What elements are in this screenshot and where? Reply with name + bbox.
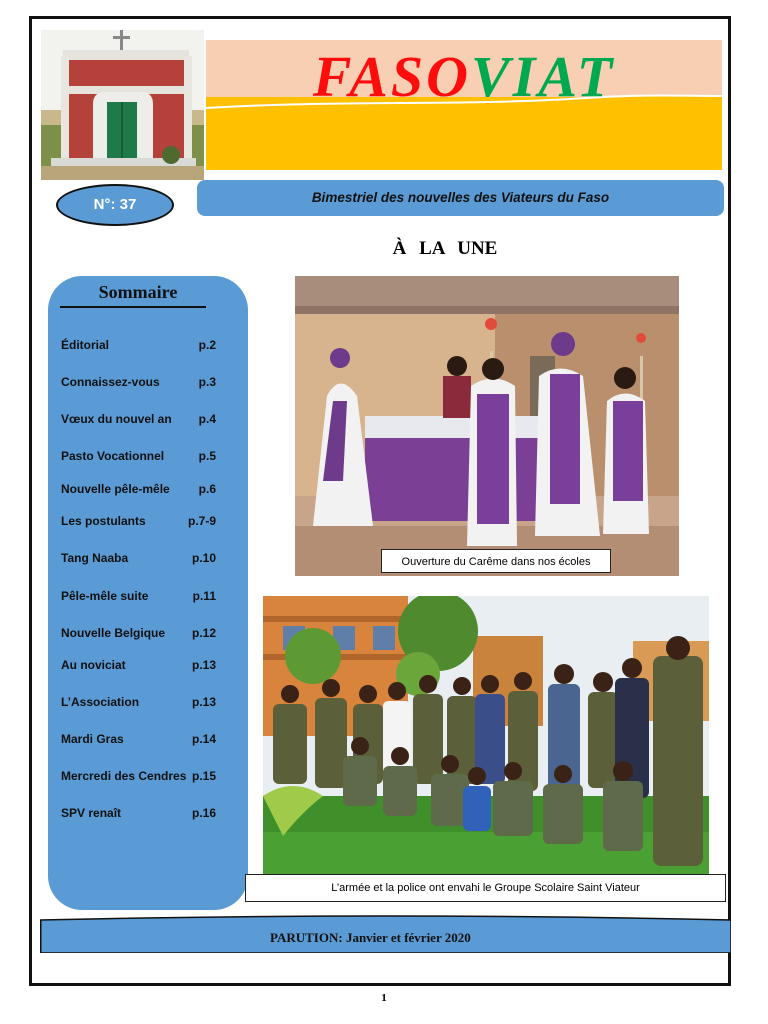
photo-caption-children: L’armée et la police ont envahi le Groupe Scolaire Saint Viateur [245, 874, 726, 902]
toc-item[interactable] [61, 769, 221, 785]
toc-item-label: Tang Naaba [61, 551, 129, 565]
church-photo [41, 30, 204, 180]
sommaire-underline [60, 306, 206, 308]
toc-item[interactable] [61, 338, 221, 354]
toc-item-label: Nouvelle pêle-mêle [61, 482, 170, 496]
toc-item[interactable] [61, 695, 221, 711]
toc-item-label: Pêle-mêle suite [61, 589, 149, 603]
toc-item[interactable] [61, 482, 221, 498]
masthead-title [206, 40, 722, 112]
toc-item-page: p.15 [191, 769, 216, 783]
toc-item-page: p.3 [198, 375, 216, 389]
title-part-viat: VIAT [471, 44, 616, 109]
parution-date: PARUTION: Janvier et février 2020 [270, 930, 471, 945]
toc-item-label: SPV renaît [61, 806, 122, 820]
sommaire-title: Sommaire [98, 282, 178, 302]
toc-item-page: p.13 [191, 658, 216, 672]
toc-item-label: Mercredi des Cendres [61, 769, 187, 783]
toc-item-label: Mardi Gras [61, 732, 124, 746]
toc-item-page: p.12 [191, 626, 216, 640]
headline: À LA UNE [392, 238, 498, 259]
toc-item-label: Nouvelle Belgique [61, 626, 166, 640]
toc-item-label: Les postulants [61, 514, 146, 528]
issue-number: N°: 37 [56, 184, 174, 226]
photo-school-children [263, 596, 709, 874]
masthead-subtitle: Bimestriel des nouvelles des Viateurs du Faso [197, 180, 724, 216]
toc-item[interactable] [61, 514, 221, 530]
toc-item[interactable] [61, 806, 221, 822]
photo-lent-opening [295, 276, 679, 576]
toc-item-page: p.10 [191, 551, 216, 565]
page-number: 1 [381, 992, 387, 1004]
toc-item-page: p.16 [191, 806, 216, 820]
toc-item[interactable] [61, 658, 221, 674]
toc-item-label: Vœux du nouvel an [61, 412, 172, 426]
toc-item[interactable] [61, 589, 221, 605]
toc-item-page: p.2 [198, 338, 216, 352]
toc-item-page: p.4 [198, 412, 216, 426]
title-part-faso: FASO [312, 44, 472, 109]
toc-item-page: p.13 [191, 695, 216, 709]
toc-item[interactable] [61, 551, 221, 567]
toc-item-label: Éditorial [61, 338, 110, 352]
toc-item-label: Connaissez-vous [61, 375, 160, 389]
toc-item-label: Au noviciat [61, 658, 126, 672]
toc-item-page: p.5 [198, 449, 216, 463]
toc-item-page: p.6 [198, 482, 216, 496]
toc-item[interactable] [61, 626, 221, 642]
toc-item-page: p.11 [192, 589, 216, 603]
toc-item[interactable] [61, 732, 221, 748]
toc-item-page: p.7-9 [187, 514, 216, 528]
toc-item-page: p.14 [191, 732, 216, 746]
toc-item-label: Pasto Vocationnel [61, 449, 165, 463]
toc-item[interactable] [61, 449, 221, 465]
toc-item[interactable] [61, 375, 221, 391]
toc-item-label: L’Association [61, 695, 140, 709]
photo-caption-lent: Ouverture du Carême dans nos écoles [381, 549, 611, 573]
sommaire-panel [48, 276, 248, 910]
toc-item[interactable] [61, 412, 221, 428]
